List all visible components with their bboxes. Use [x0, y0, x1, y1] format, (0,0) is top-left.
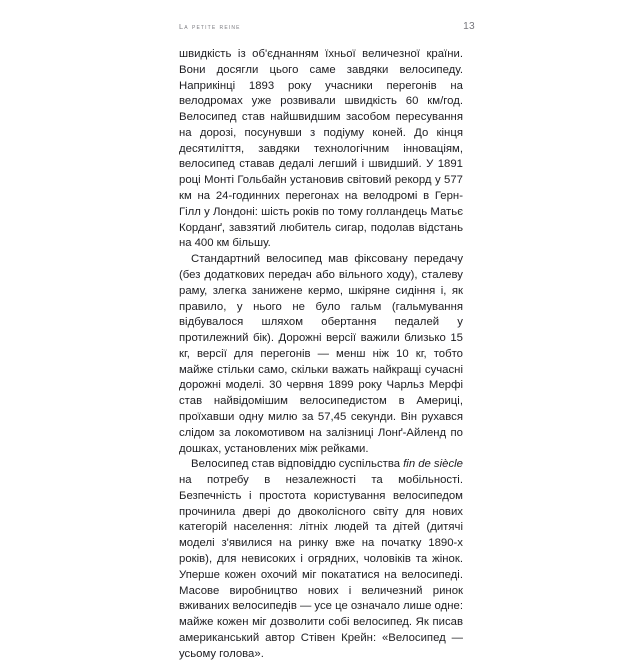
body-paragraph: Стандартний велосипед мав фіксовану передачу (без додаткових передач або вільного ходу), сталеву раму, злегка занижене кермо, шкіряне сидіння і, як правило, у нього не було гальм (гальмування відбувалося шляхом обертання педалей у протилежний бік). Дорожні версії важили близько 15 кг, версії для перегонів — менш ніж 10 кг, тобто майже стільки само, скільки важать найкращі сучасні дорожні моделі. 30 червня 1899 року Чарльз Мерфі став найвідомішим велосипедистом в Америці, проїхавши одну милю за 57,45 секунди. Він рухався слідом за локомотивом на залізниці Лонґ-Айленд по дошках, установлених між рейками. [179, 253, 463, 455]
paragraph-lead-text: Велосипед став відповіддю суспільства [191, 458, 404, 471]
body-paragraph [179, 457, 463, 662]
foreign-phrase-italic: fin de siècle [403, 458, 463, 471]
body-paragraph: швидкість із об'єднанням їхньої величезної країни. Вони досягли цього саме завдяки велосипеду. Наприкінці 1893 року учасники перегонів на велодромах уже розвивали швидкість 60 км/год. Велосипед став найшвидшим засобом пересування на дорозі, посунувши з подіуму коней. До кінця десятиліття, завдяки технологічним інноваціям, велосипед ставав дедалі легший і швидший. У 1891 році Монті Гольбайн установив світовий рекорд у 577 км на 24-годинних перегонах на велодромі в Герн-Гілл у Лондоні: шість років по тому голландець Матьє Корданґ, завзятий любитель сигар, подолав відстань на 400 км більшу. [179, 48, 463, 250]
paragraph-tail-text: на потребу в незалежності та мобільності. Безпечність і простота користування велосипедом прочинила двері до двоколісного світу для нових категорій населення: літніх людей та дітей (дитячі моделі з'явилися на ринку вже на початку 1890-х років), для невисоких і огрядних, чоловіків та жінок. Уперше кожен охочий міг покататися на велосипеді. Масове виробництво нових і величезний ринок вживаних велосипедів — усе це означало лише одне: майже кожен міг дозволити собі велосипед. Як писав американський автор Стівен Крейн: «Велосипед — усьому голова». [179, 474, 463, 660]
running-head [179, 21, 475, 37]
running-title: La petite reine [179, 22, 241, 31]
page-number: 13 [463, 21, 475, 32]
body-textblock [179, 47, 463, 662]
